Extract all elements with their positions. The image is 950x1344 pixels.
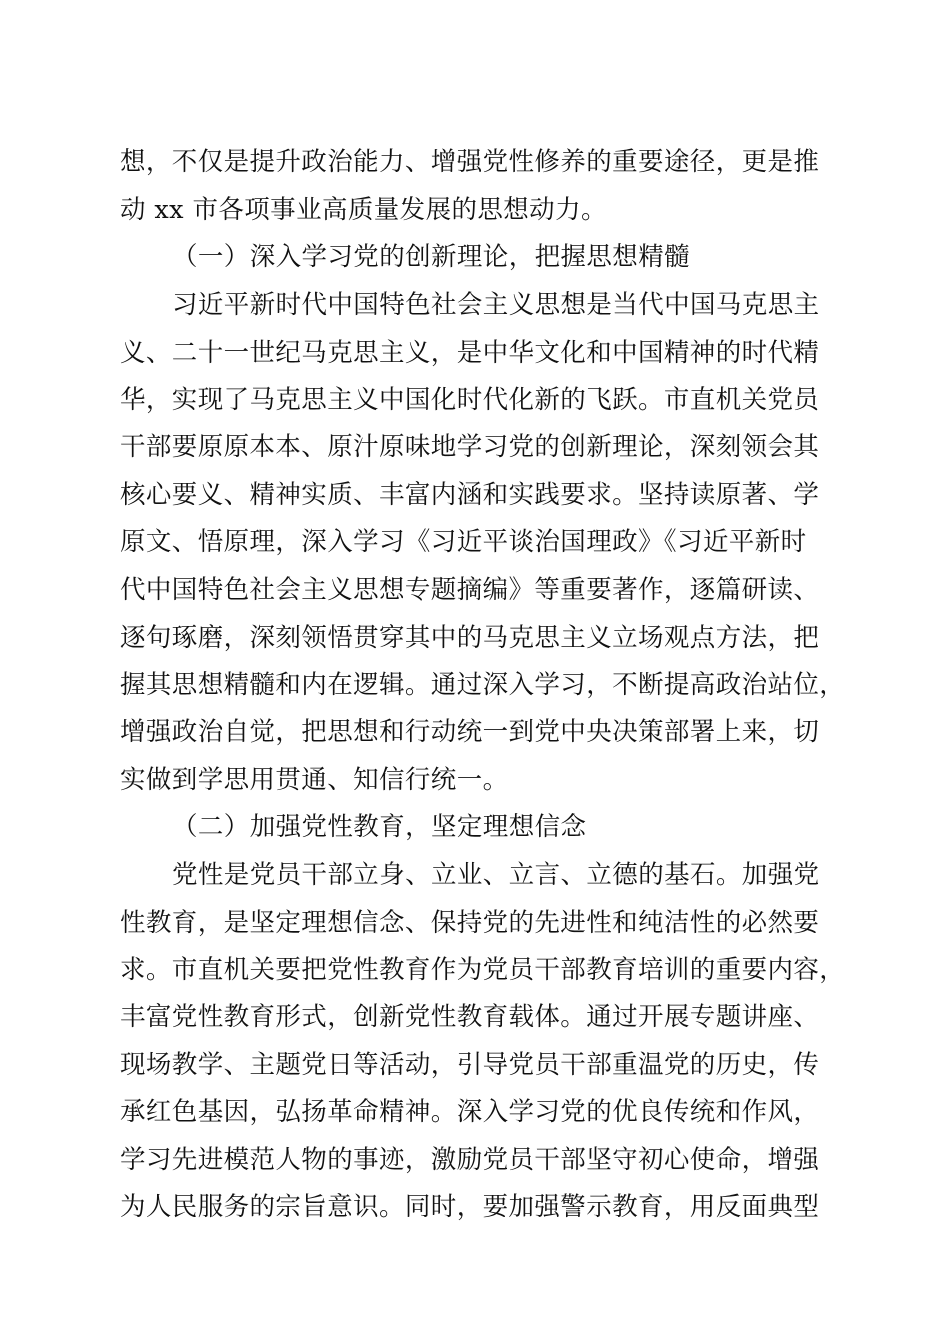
paragraph-line: 义、二十一世纪马克思主义，是中华文化和中国精神的时代精	[120, 338, 820, 368]
paragraph-line: 党性是党员干部立身、立业、立言、立德的基石。加强党	[172, 860, 820, 890]
paragraph-line: 核心要义、精神实质、丰富内涵和实践要求。坚持读原著、学	[120, 480, 820, 510]
paragraph-line: 华，实现了马克思主义中国化时代化新的飞跃。市直机关党员	[120, 385, 820, 415]
paragraph-line: 握其思想精髓和内在逻辑。通过深入学习，不断提高政治站位，	[120, 670, 846, 700]
paragraph-line: 逐句琢磨，深刻领悟贯穿其中的马克思主义立场观点方法，把	[120, 623, 820, 653]
paragraph-line: 习近平新时代中国特色社会主义思想是当代中国马克思主	[172, 290, 820, 320]
paragraph-line: 丰富党性教育形式，创新党性教育载体。通过开展专题讲座、	[120, 1002, 820, 1032]
paragraph-line: 实做到学思用贯通、知信行统一。	[120, 765, 509, 795]
paragraph-line: 想，不仅是提升政治能力、增强党性修养的重要途径，更是推	[120, 147, 820, 177]
paragraph-line: 学习先进模范人物的事迹，激励党员干部坚守初心使命，增强	[120, 1145, 820, 1175]
paragraph-line: 动 xx 市各项事业高质量发展的思想动力。	[120, 195, 607, 225]
paragraph-line: 性教育，是坚定理想信念、保持党的先进性和纯洁性的必然要	[120, 908, 820, 938]
section-heading-1: （一）深入学习党的创新理论，把握思想精髓	[172, 242, 691, 272]
paragraph-line: 代中国特色社会主义思想专题摘编》等重要著作，逐篇研读、	[120, 575, 820, 605]
paragraph-line: 原文、悟原理，深入学习《习近平谈治国理政》《习近平新时	[120, 527, 807, 557]
paragraph-line: 干部要原原本本、原汁原味地学习党的创新理论，深刻领会其	[120, 432, 820, 462]
paragraph-line: 为人民服务的宗旨意识。同时，要加强警示教育，用反面典型	[120, 1192, 820, 1222]
section-heading-2: （二）加强党性教育，坚定理想信念	[172, 812, 587, 842]
paragraph-line: 求。市直机关要把党性教育作为党员干部教育培训的重要内容，	[120, 955, 846, 985]
paragraph-line: 现场教学、主题党日等活动，引导党员干部重温党的历史，传	[120, 1050, 820, 1080]
paragraph-line: 增强政治自觉，把思想和行动统一到党中央决策部署上来，切	[120, 717, 820, 747]
paragraph-line: 承红色基因，弘扬革命精神。深入学习党的优良传统和作风，	[120, 1097, 820, 1127]
